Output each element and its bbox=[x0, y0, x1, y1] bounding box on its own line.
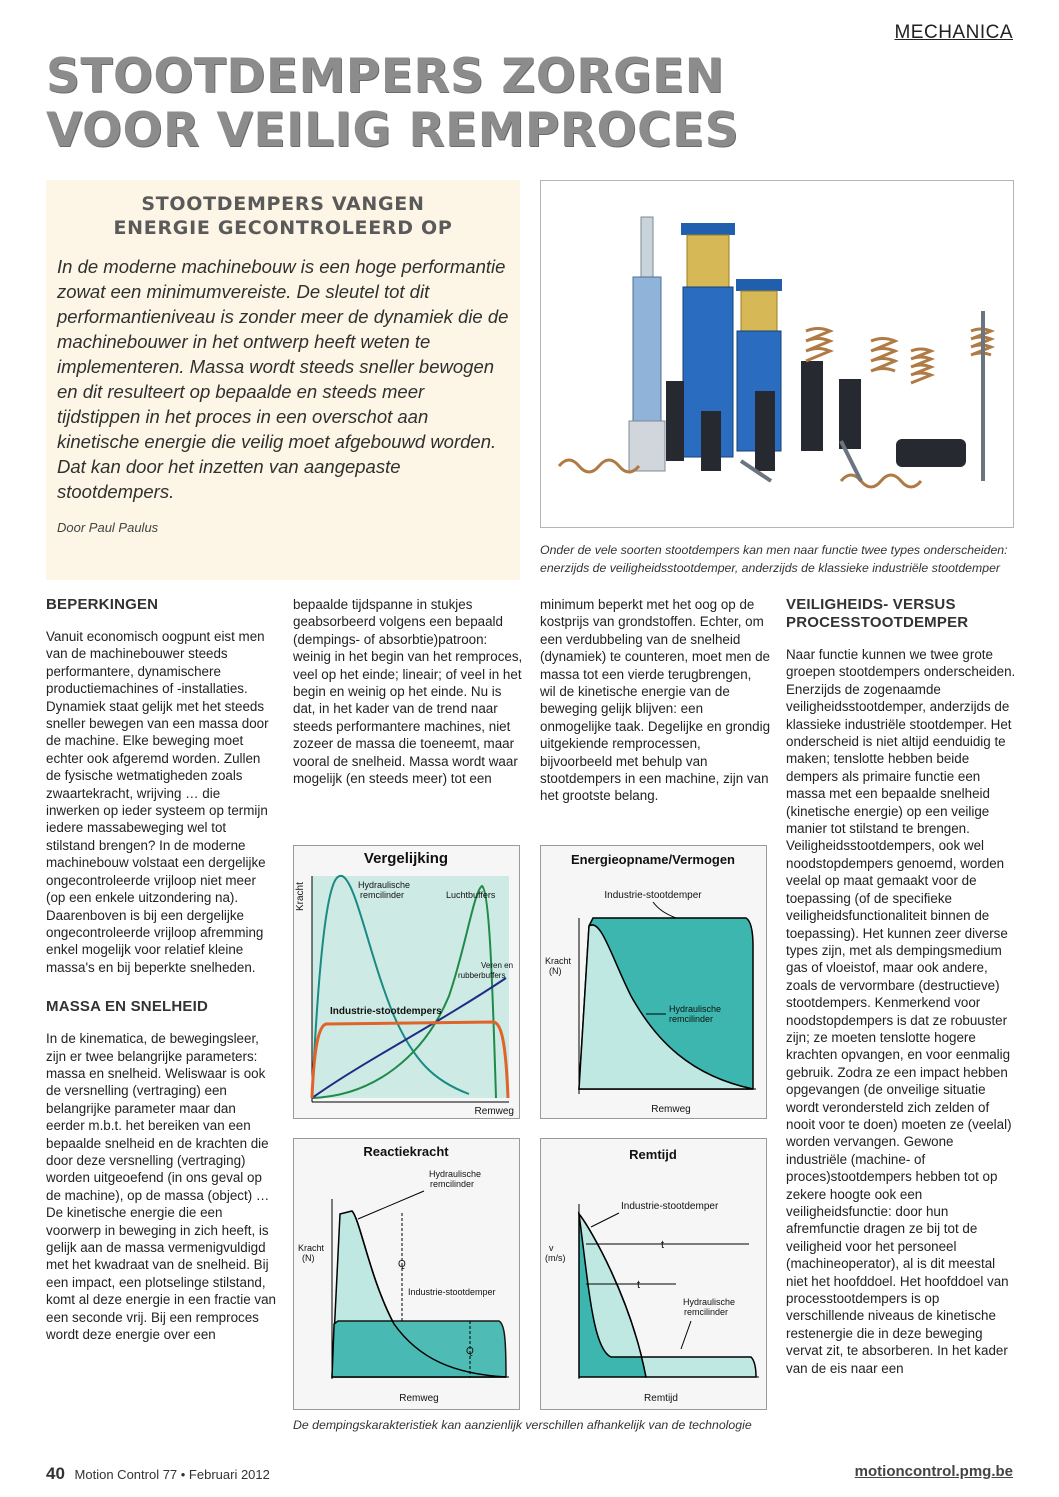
vergelijking-label-spring-2: rubberbuffers bbox=[458, 971, 506, 980]
remtijd-label-industrial: Industrie-stootdemper bbox=[621, 1201, 719, 1212]
remtijd-label-hydraulic-2: remcilinder bbox=[684, 1307, 729, 1317]
reactie-ylabel-1: Kracht bbox=[298, 1243, 325, 1253]
remtijd-industrial-arrow bbox=[591, 1213, 619, 1227]
photo-caption: Onder de vele soorten stootdempers kan men naar functie twee types onderscheiden: enerzijds de veiligheidsstootdemper, anderzijds de klassieke industriële stootdemper bbox=[540, 543, 1008, 575]
veiligheid-heading-line-1: VEILIGHEIDS- VERSUS bbox=[786, 596, 956, 613]
issue-info: Motion Control 77 • Februari 2012 bbox=[74, 1467, 270, 1482]
vergelijking-label-spring-1: Veren en bbox=[481, 961, 514, 970]
headline-line-1: STOOTDEMPERS ZORGEN bbox=[46, 49, 725, 104]
remtijd-hydraulic-arrow bbox=[681, 1321, 691, 1349]
vergelijking-title: Vergelijking bbox=[363, 850, 449, 867]
veiligheid-text: Naar functie kunnen we twee grote groepen stootdempers onderscheiden. Enerzijds de zogenaamde veiligheidsstootdemper, anderzijds de klassieke industriële stootdemper. Het onderscheid is niet altijd eenduidig te maken; tenslotte hebben beide dempers als primaire functie een massa met een bepaalde snelheid (kinetische energie) op een veilige manier tot stilstand te brengen. Veiligheidsstootdempers, ook wel noodstopdempers genoemd, worden veelal op maat gemaakt voor de toepassing (of de specifieke veiligheidsfunctionaliteit binnen de toepassing). Het kunnen zeer diverse types zijn, met als dempingsmedium gas of vloeistof, maar ook andere, zoals de vervormbare (destructieve) stootdempers. Kenmerkend voor noodstopdempers is dat ze robuuster zijn; ze moeten tenslotte hogere krachten opvangen, en voor eenmalig gebruik. Zodra ze een impact hebben opgevangen (de onveilige situatie wordt verondersteld zich zelden of nooit voor te doen) moeten ze (veelal) worden vervangen. Gewone industriële (machine- of proces)stootdempers hebben tot op zekere hoogte ook een veiligheidsfunctie: door hun afremfunctie dragen ze bij tot de veiligheid voor het personeel (machineoperator), al is dit meestal niet het hoofddoel. Het hoofddoel van processtootdempers is op verschillende niveaus de kinetische restenergie die in deze beweging vervat zit, te absorberen. In het kader van de eis naar een bbox=[786, 647, 1016, 1376]
vergelijking-label-hydraulic-2: remcilinder bbox=[360, 890, 405, 900]
footer-issue bbox=[46, 1464, 270, 1484]
reactie-title: Reactiekracht bbox=[363, 1144, 449, 1159]
headline-line-2: VOOR VEILIG REMPROCES bbox=[46, 103, 739, 158]
article-headline bbox=[46, 50, 739, 158]
energie-label-industrial: Industrie-stootdemper bbox=[604, 890, 702, 901]
energie-xlabel: Remweg bbox=[651, 1104, 691, 1115]
remtijd-label-hydraulic-1: Hydraulische bbox=[683, 1297, 736, 1307]
reactie-xlabel: Remweg bbox=[399, 1393, 439, 1404]
intro-heading-line-1: STOOTDEMPERS VANGEN bbox=[141, 193, 425, 215]
vergelijking-label-air: Luchtbuffers bbox=[446, 890, 496, 900]
figure-energieopname bbox=[540, 845, 767, 1119]
vergelijking-xlabel: Remweg bbox=[474, 1106, 514, 1117]
beperkingen-text: Vanuit economisch oogpunt eist men van de machinebouwer steeds performantere, dynamischere productiemachines of -installaties. Dynamiek staat gelijk met het steeds sneller bewegen van een massa door de machine. Elke beweging moet echter ook afgeremd worden. Zullen de fysische wetmatigheden zoals zwaartekracht, wrijving … die inwerken op ieder systeem op termijn iedere massabeweging wel tot stilstand brengen? In de moderne machinebouw volstaat een dergelijke ongecontroleerde vrijloop niet meer (op een enkele uitzondering na). Daarenboven is bij een dergelijke ongecontroleerde vrijloop afremming enkel mogelijk voor relatief kleine massa's en bij beperkte snelheden. bbox=[46, 629, 269, 975]
remtijd-label-t-long: t bbox=[661, 1239, 665, 1251]
reactie-label-hydraulic-2: remcilinder bbox=[430, 1179, 475, 1189]
figure-remtijd bbox=[540, 1138, 767, 1410]
section-heading-veiligheid bbox=[786, 596, 1016, 632]
intro-text: In de moderne machinebouw is een hoge performantie zowat een minimumvereiste. De sleutel tot dit performantieniveau is zonder meer de dynamiek die de machinebouwer in het ontwerp heeft weten te implementeren. Massa wordt steeds sneller bewogen en dit resulteert op bepaalde en steeds meer tijdstippen in het proces in een overschot aan kinetische energie die veilig moet afgebouwd worden. Dat kan door het inzetten van aangepaste stootdempers. bbox=[57, 256, 509, 502]
vergelijking-ylabel: Kracht bbox=[295, 882, 306, 911]
shock-absorbers-illustration bbox=[541, 181, 1013, 527]
remtijd-label-t-short: t bbox=[637, 1279, 641, 1291]
energie-label-hydraulic-1: Hydraulische bbox=[669, 1004, 722, 1014]
page-number: 40 bbox=[46, 1464, 65, 1483]
intro-heading bbox=[46, 192, 520, 240]
column-4 bbox=[786, 596, 1016, 1377]
remtijd-ylabel-1: v bbox=[549, 1243, 554, 1253]
figure-reactiekracht bbox=[293, 1138, 520, 1410]
reactie-label-q2: Q bbox=[466, 1346, 474, 1357]
veiligheid-heading-line-2: PROCESSTOOTDEMPER bbox=[786, 614, 969, 631]
energie-title: Energieopname/Vermogen bbox=[571, 852, 735, 867]
byline: Door Paul Paulus bbox=[57, 520, 159, 535]
section-heading-massa: MASSA EN SNELHEID bbox=[46, 998, 209, 1016]
energie-ylabel-1: Kracht bbox=[545, 956, 572, 966]
massa-text: In de kinematica, de bewegingsleer, zijn er twee belangrijke parameters: massa en snelheid. Weliswaar is ook de versnelling (vertraging) een belangrijke parameter maar dan eerder m.b.t. het bereiken van een bepaalde snelheid en de krachten die door deze versnelling (vertraging) worden uitgeoefend (in ons geval op de machine), op de massa (object) … De kinetische energie die een voorwerp in beweging in zich heeft, is gelijk aan de massa vermenigvuldigd met het kwadraat van de snelheid. Bij een impact, een plotselinge stilstand, komt al deze energie in een fractie van een seconde vrij. Bij een remproces wordt deze energie over een bbox=[46, 1031, 277, 1343]
column-2 bbox=[293, 596, 523, 787]
column-3-text: minimum beperkt met het oog op de kostprijs van grondstoffen. Echter, om een verdubbeling van de snelheid (dynamiek) te counteren, moet men de massa tot een vierde terugbrengen, wil de kinetische energie van de beweging gelijk blijven: een onmogelijke taak. Degelijke en grondig uitgekiende remprocessen, bijvoorbeeld met behulp van stootdempers in een machine, zijn van het grootste belang. bbox=[540, 597, 771, 804]
reactie-hydraulic-arrow bbox=[358, 1191, 424, 1219]
reactie-industrial-area bbox=[332, 1321, 506, 1377]
column-2-text: bepaalde tijdspanne in stukjes geabsorbeerd volgens een bepaald (dempings- of absorbtie)patroon: weinig in het begin van het remproces, veel op het einde; lineair; of veel in het begin en weinig op het einde. Nu is dat, in het kader van de trend naar steeds performantere machines, niet zozeer de massa die toeneemt, maar vooral de snelheid. Massa wordt waar mogelijk (en steeds meer) tot een bbox=[293, 597, 523, 787]
column-1 bbox=[46, 596, 276, 1343]
remtijd-ylabel-2: (m/s) bbox=[545, 1253, 566, 1263]
footer-url-link[interactable]: motioncontrol.pmg.be bbox=[854, 1463, 1013, 1480]
reactie-ylabel-2: (N) bbox=[302, 1253, 315, 1263]
column-3 bbox=[540, 596, 770, 805]
energie-label-hydraulic-2: remcilinder bbox=[669, 1014, 714, 1024]
energie-industrial-arrow bbox=[653, 902, 676, 918]
vergelijking-label-hydraulic-1: Hydraulische bbox=[358, 880, 411, 890]
figure-caption: De dempingskarakteristiek kan aanzienlijk verschillen afhankelijk van de technologie bbox=[293, 1418, 752, 1432]
reactie-label-industrial: Industrie-stootdemper bbox=[408, 1287, 496, 1297]
energie-ylabel-2: (N) bbox=[549, 966, 562, 976]
figure-vergelijking bbox=[293, 845, 520, 1119]
remtijd-title: Remtijd bbox=[629, 1147, 677, 1162]
reactie-label-hydraulic-1: Hydraulische bbox=[429, 1169, 482, 1179]
reactie-label-q: Q bbox=[398, 1259, 406, 1270]
section-label: MECHANICA bbox=[894, 22, 1013, 43]
intro-heading-line-2: ENERGIE GECONTROLEERD OP bbox=[113, 217, 453, 239]
remtijd-xlabel: Remtijd bbox=[644, 1393, 678, 1404]
remtijd-hydraulic-area bbox=[579, 1214, 756, 1377]
product-photo bbox=[540, 180, 1014, 528]
intro-box bbox=[46, 180, 520, 580]
section-heading-beperkingen: BEPERKINGEN bbox=[46, 596, 159, 613]
vergelijking-label-industrial: Industrie-stootdempers bbox=[330, 1006, 442, 1017]
